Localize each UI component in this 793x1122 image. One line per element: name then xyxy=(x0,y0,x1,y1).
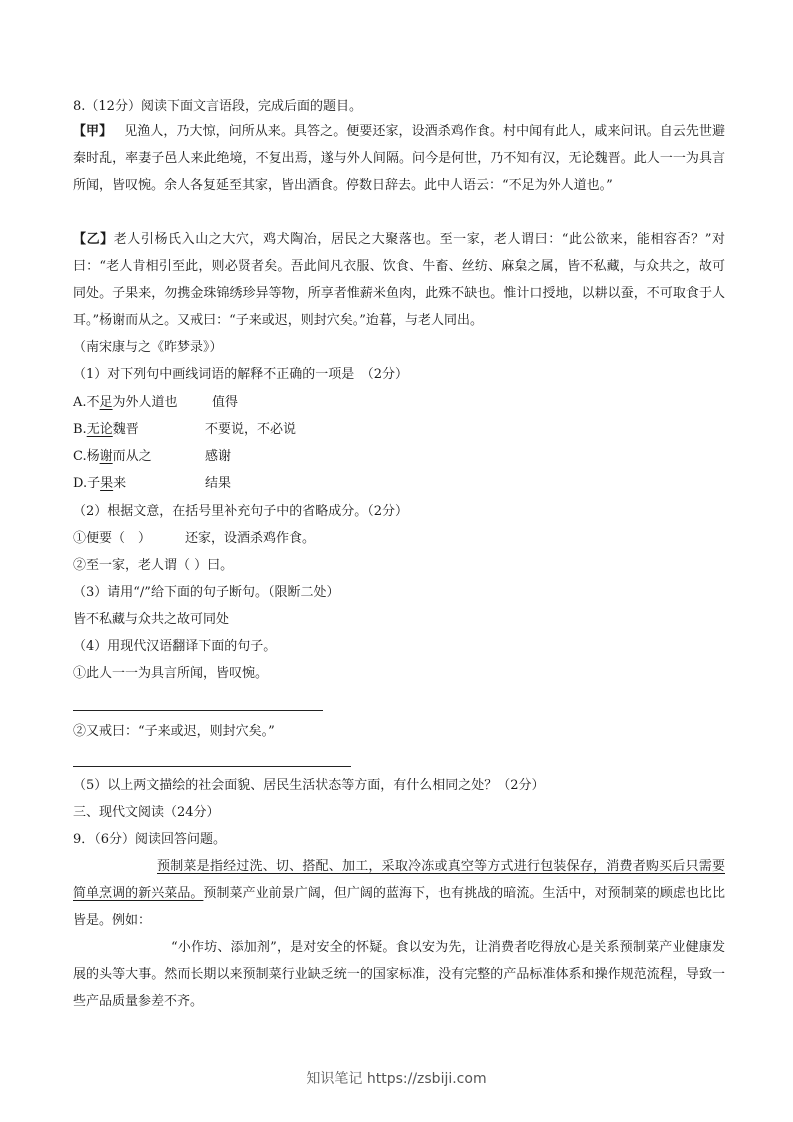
sub4-prompt: （4）用现代汉语翻译下面的句子。 xyxy=(73,639,277,654)
option-b: B.无论魏晋 不要说，不必说 xyxy=(73,420,139,440)
q9-paragraph-2: “小作坊、添加剂”，是对安全的怀疑。食以安为先，让消费者吃得放心是关系预制菜产业健康发展的头等大事。然而长期以来预制菜行业缺乏统一的国家标准，没有完整的产品标准体系和操作规范流程，导致一些产品质量参差不齐。 xyxy=(73,940,725,1009)
underlined-word: 足 xyxy=(99,395,113,410)
sub3-sentence: 皆不私藏与众共之故可同处 xyxy=(73,612,230,627)
sub3-prompt: （3）请用“/”给下面的句子断句。（限断二处） xyxy=(73,585,340,600)
answer-line-2[interactable] xyxy=(73,766,351,767)
passage-source: （南宋康与之《昨梦录》） xyxy=(73,340,223,355)
underlined-word: 果 xyxy=(100,476,114,491)
option-b-gloss: 不要说，不必说 xyxy=(205,422,297,437)
underlined-word: 谢 xyxy=(99,449,113,464)
option-a-gloss: 值得 xyxy=(212,395,239,410)
sub2-item2: ②至一家，老人谓（ ）曰。 xyxy=(73,558,234,573)
option-c: C.杨谢而从之 感谢 xyxy=(73,447,152,467)
sub2-item1: ①便要（ ） 还家，设酒杀鸡作食。 xyxy=(73,531,316,546)
q9-header: 9．（6分）阅读回答问题。 xyxy=(73,832,227,847)
answer-line-1[interactable] xyxy=(73,710,323,711)
option-c-gloss: 感谢 xyxy=(205,449,232,464)
passage-jia-tag: 【甲】 xyxy=(73,124,113,139)
sub4-item1: ①此人一一为具言所闻，皆叹惋。 xyxy=(73,666,269,681)
underlined-word: 无论 xyxy=(86,422,113,437)
passage-yi-text: 老人引杨氏入山之大穴，鸡犬陶冶，居民之大聚落也。至一家，老人谓曰：“此公欲来，能相容否？”对曰：“老人肯相引至此，则必贤者矣。吾此间凡衣服、饮食、牛畜、丝纺、麻枲之属，皆不私藏，与众共之，故可同处。子果来，勿携金珠锦绣珍异等物，所享者惟薪米鱼肉，此殊不缺也。惟计口授地，以耕以蚕，不可取食于人耳。”杨谢而从之。又戒曰：“子来或迟，则封穴矣。”迨暮，与老人同出。 xyxy=(73,232,725,328)
passage-yi xyxy=(73,226,725,334)
option-d: D.子果来 结果 xyxy=(73,474,126,494)
q8-header: 8.（12分）阅读下面文言语段，完成后面的题目。 xyxy=(73,99,362,114)
sub1-prompt: （1）对下列句中画线词语的解释不正确的一项是 （2分） xyxy=(73,367,409,382)
passage-jia-text: 见渔人，乃大惊，问所从来。具答之。便要还家，设酒杀鸡作食。村中闻有此人，咸来问讯。自云先世避秦时乱，率妻子邑人来此绝境，不复出焉，遂与外人间隔。问今是何世，乃不知有汉，无论魏晋。此人一一为具言所闻，皆叹惋。余人各复延至其家，皆出酒食。停数日辞去。此中人语云：“不足为外人道也。” xyxy=(73,124,725,193)
passage-yi-tag: 【乙】 xyxy=(73,232,114,247)
definition-underlined: 预制菜是指经过洗、切、搭配、加工，采取冷冻或真空等方式进行包装保存，消费者购买后只需要简单烹调的新兴菜品。 xyxy=(73,859,725,901)
footer-watermark: 知识笔记 https://zsbiji.com xyxy=(306,1071,487,1087)
option-a: A.不足为外人道也 值得 xyxy=(73,393,178,413)
sub2-prompt: （2）根据文意，在括号里补充句子中的省略成分。（2分） xyxy=(73,504,409,519)
sub5-prompt: （5）以上两文描绘的社会面貌、居民生活状态等方面，有什么相同之处？（2分） xyxy=(73,778,545,793)
sub4-item2: ②又戒曰：“子来或迟，则封穴矣。” xyxy=(73,724,275,739)
option-d-gloss: 结果 xyxy=(205,476,232,491)
passage-jia xyxy=(73,118,725,199)
section-3-title: 三、现代文阅读（24分） xyxy=(73,805,220,820)
q9-paragraph-1: 预制菜是指经过洗、切、搭配、加工，采取冷冻或真空等方式进行包装保存，消费者购买后只需要简单烹调的新兴菜品。预制菜产业前景广阔，但广阔的蓝海下，也有挑战的暗流。生活中，对预制菜的顾虑也比比皆是。例如： xyxy=(73,859,725,928)
